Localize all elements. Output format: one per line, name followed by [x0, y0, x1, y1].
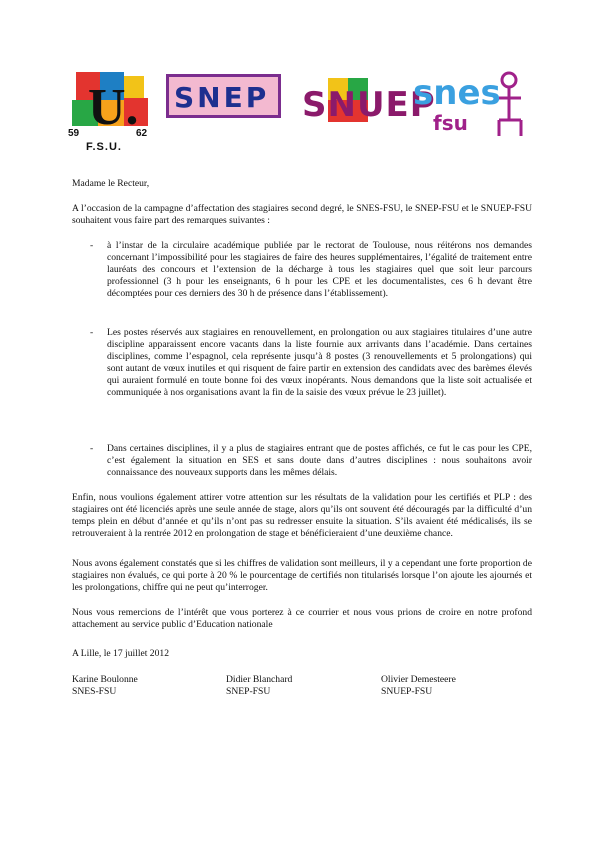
- signatory-name: Didier Blanchard: [226, 674, 293, 685]
- signature-block: [226, 674, 292, 698]
- signatory-org: SNES-FSU: [72, 686, 117, 698]
- intro-paragraph: A l’occasion de la campagne d’affectation des stagiaires second degré, le SNES-FSU, le SNEP-FSU et le SNUEP-FSU souhaitent vous faire part des remarques suivantes :: [72, 203, 532, 227]
- bullet-dash: -: [90, 443, 94, 454]
- signatory-org: SNEP-FSU: [226, 686, 271, 698]
- signature-block: [381, 674, 456, 698]
- snep-logo: [166, 74, 281, 118]
- bullet-text: Dans certaines disciplines, il y a plus de stagiaires entrant que de postes affichés, ce fut le cas pour les CPE, c’est également la situation en SES et sans doute dans d’autres disciplines : nous souhaitons avoir connaissance des nouveaux supports dans les mêmes délais.: [107, 443, 532, 479]
- bullet-text: Les postes réservés aux stagiaires en renouvellement, en prolongation ou aux stagiaires titulaires d’une autre discipline apparaissent encore vacants dans la liste fournie aux arrivants dans l’académie. Dans certaines disciplines, comme l’espagnol, cela représente jusqu’à 8 postes (3 renouvellements et 5 prolongations) qui sont autant de vœux inutiles et qui risquent de faire partir en extension des candidats avec des barèmes élevés qui auraient formulé en toute bonne foi des vœux inopérants. Nous demandons que la liste soit actualisée et communiquée à nos organisations avant la fin de la saisie des vœux prévue le 23 juillet).: [107, 327, 532, 399]
- signatory-name: Karine Boulonne: [72, 674, 138, 685]
- bullet-item: [90, 327, 532, 400]
- signatory-org: SNUEP-FSU: [381, 686, 433, 698]
- evaluation-paragraph: Nous avons également constatés que si les chiffres de validation sont meilleurs, il y a cependant une forte proportion de stagiaires non évalués, ce qui porte à 20 % le pourcentage de certifiés non titularisés lorsque l’on ajoute les ajournés et les prolongations, chiffre qui ne peut qu’interroger.: [72, 558, 532, 594]
- salutation: Madame le Recteur,: [72, 178, 150, 189]
- snes-logo: [413, 68, 531, 140]
- bullet-item: [90, 240, 532, 300]
- bullet-dash: -: [90, 240, 94, 251]
- place-date: A Lille, le 17 juillet 2012: [72, 648, 169, 659]
- snuep-logo: [302, 70, 436, 126]
- snep-logo-text: SNEP: [174, 81, 270, 114]
- closing-paragraph: Nous vous remercions de l’intérêt que vous porterez à ce courrier et nous vous prions de croire en notre profond attachement au service public d’Education nationale: [72, 607, 532, 631]
- snes-logo-sub: fsu: [433, 111, 468, 135]
- bullet-item: [90, 443, 532, 479]
- fsu-logo-letter: U.: [88, 79, 139, 136]
- snuep-logo-text: SNUEP: [302, 85, 436, 125]
- fsu-logo-left-number: 59: [68, 128, 80, 139]
- signatory-name: Olivier Demesteere: [381, 674, 456, 685]
- snes-logo-text: snes: [413, 73, 501, 113]
- validation-paragraph: Enfin, nous voulions également attirer votre attention sur les résultats de la validation pour les certifiés et PLP : des stagiaires ont été licenciés après une seule année de stage, alors qu’ils ont souvent été découragés par la difficulté d’un temps plein en début d’année et qu’ils n’ont pas su redresser ensuite la situation. S’ils avaient été médicalisés, ils se retrouveraient à la rentrée 2012 en prolongation de stage et bénéficieraient d’une deuxième chance.: [72, 492, 532, 540]
- bullet-text: à l’instar de la circulaire académique publiée par le rectorat de Toulouse, nous réitérons nos demandes concernant l’impossibilité pour les stagiaires de faire des heures supplémentaires, l’égalité de traitement entre lauréats des concours et l’extension de la décharge à tous les stagiaires quel que soit leur parcours professionnel (3 h pour les enseignants, 6 h pour les CPE et les documentalistes, ces 6 h devant être décomptées pour ces derniers des 30 h de présence dans l’établissement).: [107, 240, 532, 300]
- fsu-logo-right-number: 62: [136, 128, 148, 139]
- signature-block: [72, 674, 138, 698]
- bullet-dash: -: [90, 327, 94, 338]
- fsu-logo: [68, 70, 154, 152]
- fsu-logo-text: F.S.U.: [86, 141, 122, 153]
